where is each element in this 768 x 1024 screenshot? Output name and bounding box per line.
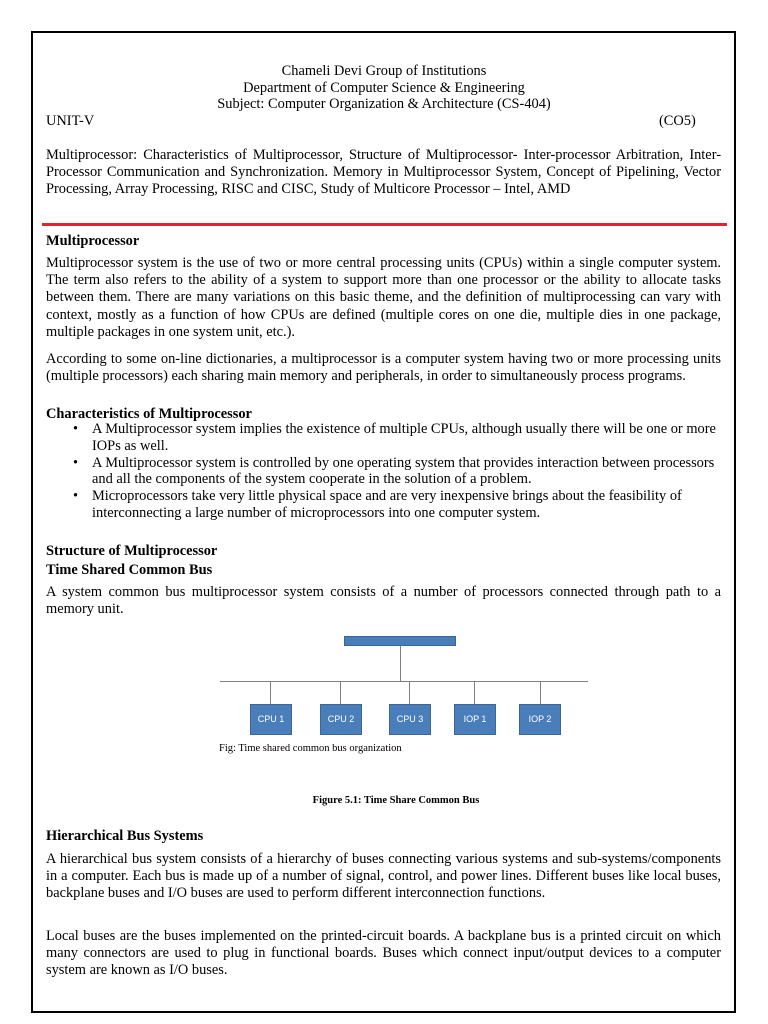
cpu3-connector bbox=[409, 681, 410, 704]
separator-line bbox=[42, 223, 727, 226]
list-item-text: A Multiprocessor system is controlled by one operating system that provides interaction between processors and all the components of the system cooperate in the solution of a problem. bbox=[92, 454, 715, 488]
memory-unit-block bbox=[344, 636, 456, 646]
bullet-icon: • bbox=[73, 488, 79, 505]
list-item bbox=[46, 421, 721, 454]
cpu1-connector bbox=[270, 681, 271, 704]
cpu-1-box: CPU 1 bbox=[250, 704, 292, 735]
list-item bbox=[46, 455, 721, 488]
diagram-caption: Fig: Time shared common bus organization bbox=[219, 743, 402, 754]
list-item-text: Microprocessors take very little physical space and are very inexpensive brings about the feasibility of interconnecting a large number of microprocessors into one computer system. bbox=[92, 488, 682, 521]
institution-name: Chameli Devi Group of Institutions bbox=[281, 63, 487, 79]
hierarchical-heading: Hierarchical Bus Systems bbox=[46, 828, 204, 844]
list-item-text: A Multiprocessor system implies the existence of multiple CPUs, although usually there will be one or more IOPs as well. bbox=[92, 421, 716, 454]
bullet-icon: • bbox=[73, 421, 79, 437]
list-item bbox=[46, 488, 721, 521]
common-bus-line bbox=[220, 681, 588, 682]
figure-title: Figure 5.1: Time Share Common Bus bbox=[312, 795, 480, 806]
iop-2-box: IOP 2 bbox=[519, 704, 561, 735]
characteristics-list bbox=[46, 421, 721, 522]
bullet-icon: • bbox=[73, 454, 79, 471]
department-name: Department of Computer Science & Engineering bbox=[243, 80, 525, 96]
iop1-connector bbox=[474, 681, 475, 704]
syllabus-text: Multiprocessor: Characteristics of Multiprocessor, Structure of Multiprocessor- Inter-processor Arbitration, Inter-Processor Communication and Synchronization. Memory in Multiprocessor System, Concept of Pipelining, Vector Processing, Array Processing, RISC and CISC, Study of Multicore Processor – Intel, AMD bbox=[46, 147, 721, 198]
multiprocessor-para-2: According to some on-line dictionaries, a multiprocessor is a computer system having two or more processing units (multiple processors) each sharing main memory and peripherals, in order to simultaneously process programs. bbox=[46, 351, 721, 385]
cpu2-connector bbox=[340, 681, 341, 704]
hierarchical-para-2: Local buses are the buses implemented on the printed-circuit boards. A backplane bus is a printed circuit on which many connectors are used to plug in functional boards. Buses which connect input/output devices to a computer system are known as I/O buses. bbox=[46, 928, 721, 979]
multiprocessor-para-1: Multiprocessor system is the use of two or more central processing units (CPUs) within a single computer system. The term also refers to the ability of a system to support more than one processor or the ability to allocate tasks between them. There are many variations on this basic theme, and the definition of multiprocessing can vary with context, mostly as a function of how CPUs are defined (multiple cores on one die, multiple dies in one package, multiple packages in one system unit, etc.). bbox=[46, 255, 721, 340]
multiprocessor-heading: Multiprocessor bbox=[46, 233, 140, 249]
cpu-2-box: CPU 2 bbox=[320, 704, 362, 735]
iop-1-box: IOP 1 bbox=[454, 704, 496, 735]
structure-para: A system common bus multiprocessor system consists of a number of processors connected through path to a memory unit. bbox=[46, 584, 721, 618]
unit-label: UNIT-V bbox=[46, 113, 95, 129]
hierarchical-para-1: A hierarchical bus system consists of a hierarchy of buses connecting various systems and sub-systems/components in a computer. Each bus is made up of a number of signal, control, and power lines. Different buses like local buses, backplane buses and I/O buses are used to perform different interconnection functions. bbox=[46, 851, 721, 902]
characteristics-heading: Characteristics of Multiprocessor bbox=[46, 406, 252, 422]
iop2-connector bbox=[540, 681, 541, 704]
structure-heading: Structure of Multiprocessor bbox=[46, 543, 218, 559]
time-shared-bus-heading: Time Shared Common Bus bbox=[46, 562, 213, 578]
memory-connector-line bbox=[400, 646, 401, 681]
course-outcome: (CO5) bbox=[659, 113, 696, 129]
subject-title: Subject: Computer Organization & Architecture (CS-404) bbox=[217, 96, 551, 112]
cpu-3-box: CPU 3 bbox=[389, 704, 431, 735]
